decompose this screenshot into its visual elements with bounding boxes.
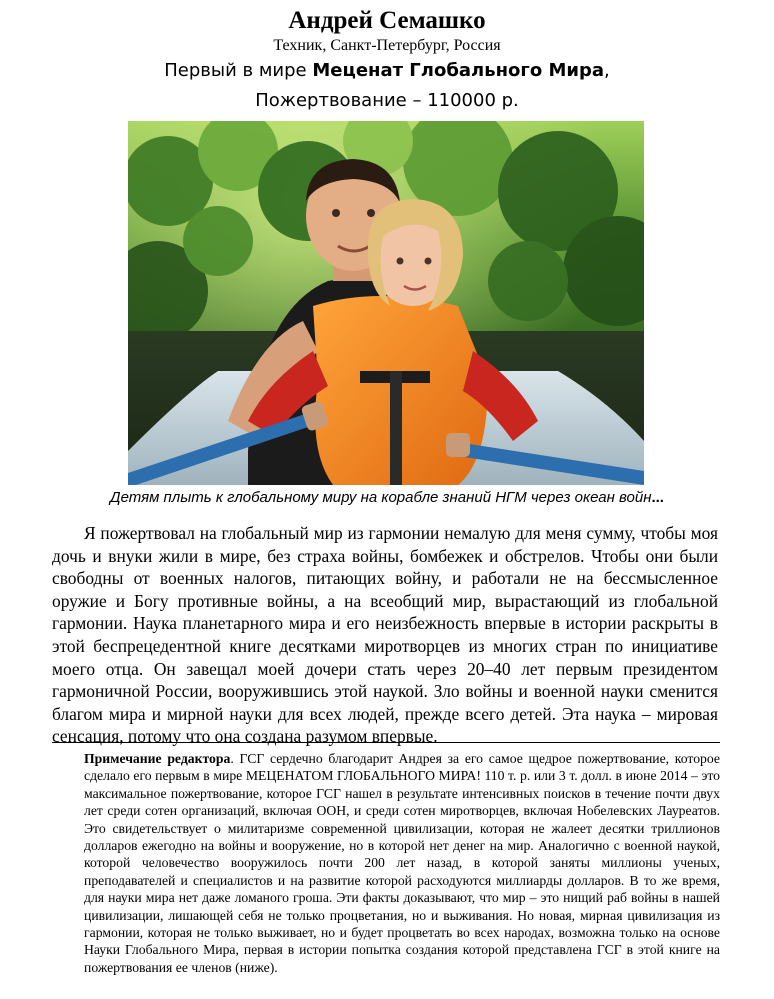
- section-divider: [52, 742, 720, 743]
- donation-amount: Пожертвование – 110000 р.: [255, 90, 519, 111]
- photo-caption: [0, 488, 774, 508]
- editor-note: [84, 750, 720, 976]
- donor-title-line: [0, 56, 774, 86]
- donor-title-prefix: Первый в мире: [164, 60, 313, 81]
- donor-title-bold: Меценат Глобального Мира: [312, 60, 605, 81]
- donor-name: Андрей Семашко: [288, 7, 486, 34]
- editor-note-label: Примечание редактора: [84, 751, 231, 766]
- donor-title-suffix: ,: [604, 60, 610, 81]
- caption-text: Детям плыть к глобальному миру на корабле знаний НГМ через океан войн: [110, 489, 652, 506]
- photo-illustration: [128, 121, 644, 485]
- caption-ellipsis: ...: [651, 489, 664, 506]
- editor-note-text: . ГСГ сердечно благодарит Андрея за его самое щедрое пожертвование, которое сделало его первым в мире МЕЦЕНАТОМ ГЛОБАЛЬНОГО МИРА! 110 т. р. или 3 т. долл. в июне 2014 – это максимальное пожертвование, которое ГСГ нашел в результате интенсивных поисков в течение почти двух лет среди сотен организаций, включая ООН, и среди сотен миротворцев, включая Нобелевских Лауреатов. Это свидетельствует о милитаризме современной цивилизации, которая не жалеет десятки триллионов долларов ежегодно на войны и вооружение, но в которой нет денег на мир. Аналогично с военной наукой, которой человечество вооружилось почти 200 лет назад, в которой заняты миллионы ученых, преподавателей и специалистов и на развитие которой расходуются миллиарды долларов. В то же время, для науки мира нет даже ломаного гроша. Эти факты доказывают, что мир – это нищий раб войны в нашей цивилизации, лишающей себя не только процветания, но и выживания. Но новая, мирная цивилизация из гармонии, которая не только выживает, но и будет процветать во всех народах, возможна только на основе Науки Глобального Мира, первая в истории попытка создания которой представлена ГСГ в этой книге на пожертвования ее членов (ниже).: [84, 751, 720, 975]
- donor-subtitle: Техник, Санкт-Петербург, Россия: [273, 37, 501, 54]
- page-header: [0, 6, 774, 116]
- photo-man-and-child-in-boat: [128, 121, 644, 485]
- donor-statement: Я пожертвовал на глобальный мир из гармонии немалую для меня сумму, чтобы моя дочь и внуки жили в мире, без страха войны, бомбежек и обстрелов. Чтобы они были свободны от военных налогов, питающих войну, и работали не на бессмысленное оружие и Богу противные войны, а на всеобщий мир, вырастающий из глобальной гармонии. Наука планетарного мира и его неизбежность впервые в истории раскрыты в этой беспрецедентной книге десятками миротворцев из многих стран по инициативе моего отца. Он завещал моей дочери стать через 20–40 лет первым президентом гармоничной России, вооружившись этой наукой. Зло войны и военной науки сменится благом мира и мирной науки для всех людей, прежде всего детей. Эта наука – мировая сенсация, потому что она создана разумом впервые.: [52, 523, 718, 747]
